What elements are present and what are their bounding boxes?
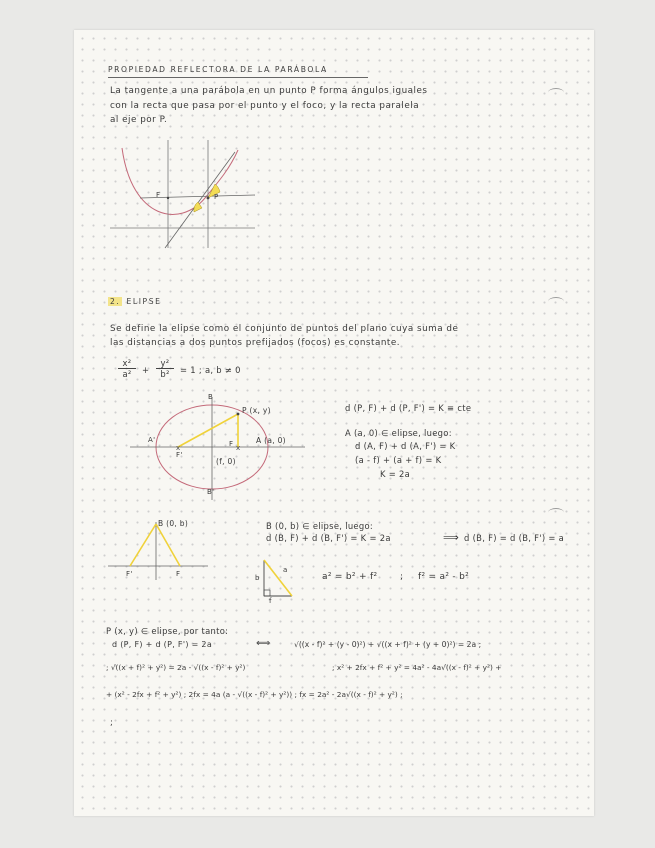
derivation-line4: + (x² - 2fx + f² + y²) ; 2fx = 4a (a - √((x - f)² + y²)) ; fx = 2a² - 2a√((x - f)² + y²) ; [106,690,403,699]
derivation-line2b: √((x - f)² + (y - 0)²) + √((x + f)² + (y + 0)²) = 2a ; [294,640,482,649]
ellipse-focus-left-mark: x [176,444,181,452]
section1-text-line2: con la recta que pasa por el punto y el foco, y la recta paralela [110,101,420,111]
triangle-label-a: a [283,566,288,574]
b-fig-segment-left [130,524,156,566]
ellipse-label-p: P (x, y) [242,406,271,415]
parabola-reflection-figure [110,140,260,250]
ellipse-note-3: d (A, F) + d (A, F') = K [355,441,456,451]
point-p-dot [207,197,210,200]
section2-heading [108,297,162,306]
relation-separator: ; [400,572,404,582]
eq-plus: + [142,365,150,375]
ellipse-note-5: K = 2a [380,469,411,479]
derivation-line2-arrow: ⟺ [256,638,271,649]
ellipse-note-1: d (P, F) + d (P, F') = K ≡ cte [345,403,472,413]
b-fig-segment-right [156,524,180,566]
tangent-line [165,152,235,248]
b-note-1: B (0, b) ∈ elipse, luego: [266,521,374,531]
section2-title: ELIPSE [126,297,162,306]
derivation-line3b: ; x² + 2fx + f² + y² = 4a² - 4a√((x - f)² + y²) + [332,663,502,672]
section2-number: 2. [110,297,121,306]
angle-wedge-lower [194,202,202,212]
ellipse-label-f: F [229,440,234,448]
eq-num2: y² [160,358,170,368]
b-note-arrow: ⟹ [443,531,460,544]
triangle-right-angle-mark [264,590,270,596]
section1-text-line1: La tangente a una parábola en un punto P forma ángulos iguales [110,86,428,96]
b-note-3: d (B, F) = d (B, F') = a [464,533,565,543]
ellipse-label-a-prime: A' [148,436,156,444]
binder-hole-top [548,88,564,97]
ellipse-label-f-prime: F' [176,451,183,459]
ellipse-definition-line2: las distancias a dos puntos prefijados (focos) es constante. [110,338,401,348]
relation-1: a² = b² + f² [322,572,378,582]
relation-2: f² = a² - b² [418,572,470,582]
parabola-point-label: P [214,193,219,201]
b-fig-label-f: F [176,570,181,578]
eq-num1: x² [122,358,132,368]
ellipse-label-focus-coord: (f, 0) [216,457,236,466]
derivation-line2a: d (P, F) + d (P, F') = 2a [112,640,213,649]
ellipse-note-4: (a - f) + (a + f) = K [355,455,442,465]
b-fig-label-b: B (0, b) [158,519,189,528]
ellipse-figure [120,392,310,502]
b-note-2: d (B, F) + d (B, F') = K = 2a [266,533,391,543]
ellipse-point-dot [237,413,240,416]
binder-hole-middle [548,297,564,306]
focus-dot [167,197,169,199]
triangle-label-b: b [255,574,260,582]
section1-title: PROPIEDAD REFLECTORA DE LA PARÁBOLA [108,65,328,74]
eq-den2: b² [160,369,170,379]
parabola-focus-label: F [156,191,161,199]
right-triangle-figure [254,556,304,606]
triangle-label-f: f [269,597,272,605]
ellipse-definition-line1: Se define la elipse como el conjunto de puntos del plano cuya suma de [110,324,459,334]
ellipse-label-b-prime: B' [207,488,215,496]
ellipse-focus-right-mark: x [236,444,241,452]
ellipse-label-b: B [208,393,214,401]
derivation-line1: P (x, y) ∈ elipse, por tanto: [106,626,229,636]
eq-rhs: = 1 ; a, b ≠ 0 [180,365,241,375]
b-fig-label-f-prime: F' [126,570,133,578]
parabola-curve [122,148,238,214]
ellipse-label-a: A (a, 0) [256,436,286,445]
section1-text-line3: al eje por P. [110,115,168,125]
ellipse-note-2: A (a, 0) ∈ elipse, luego: [345,428,452,438]
binder-hole-bottom [548,508,564,517]
derivation-line3a: ; √((x + f)² + y²) = 2a - √((x - f)² + y²) [106,663,246,672]
derivation-line5: ; [110,717,114,727]
section1-title-underline [108,77,368,78]
eq-den1: a² [122,369,132,379]
triangle-hypotenuse [264,560,292,596]
